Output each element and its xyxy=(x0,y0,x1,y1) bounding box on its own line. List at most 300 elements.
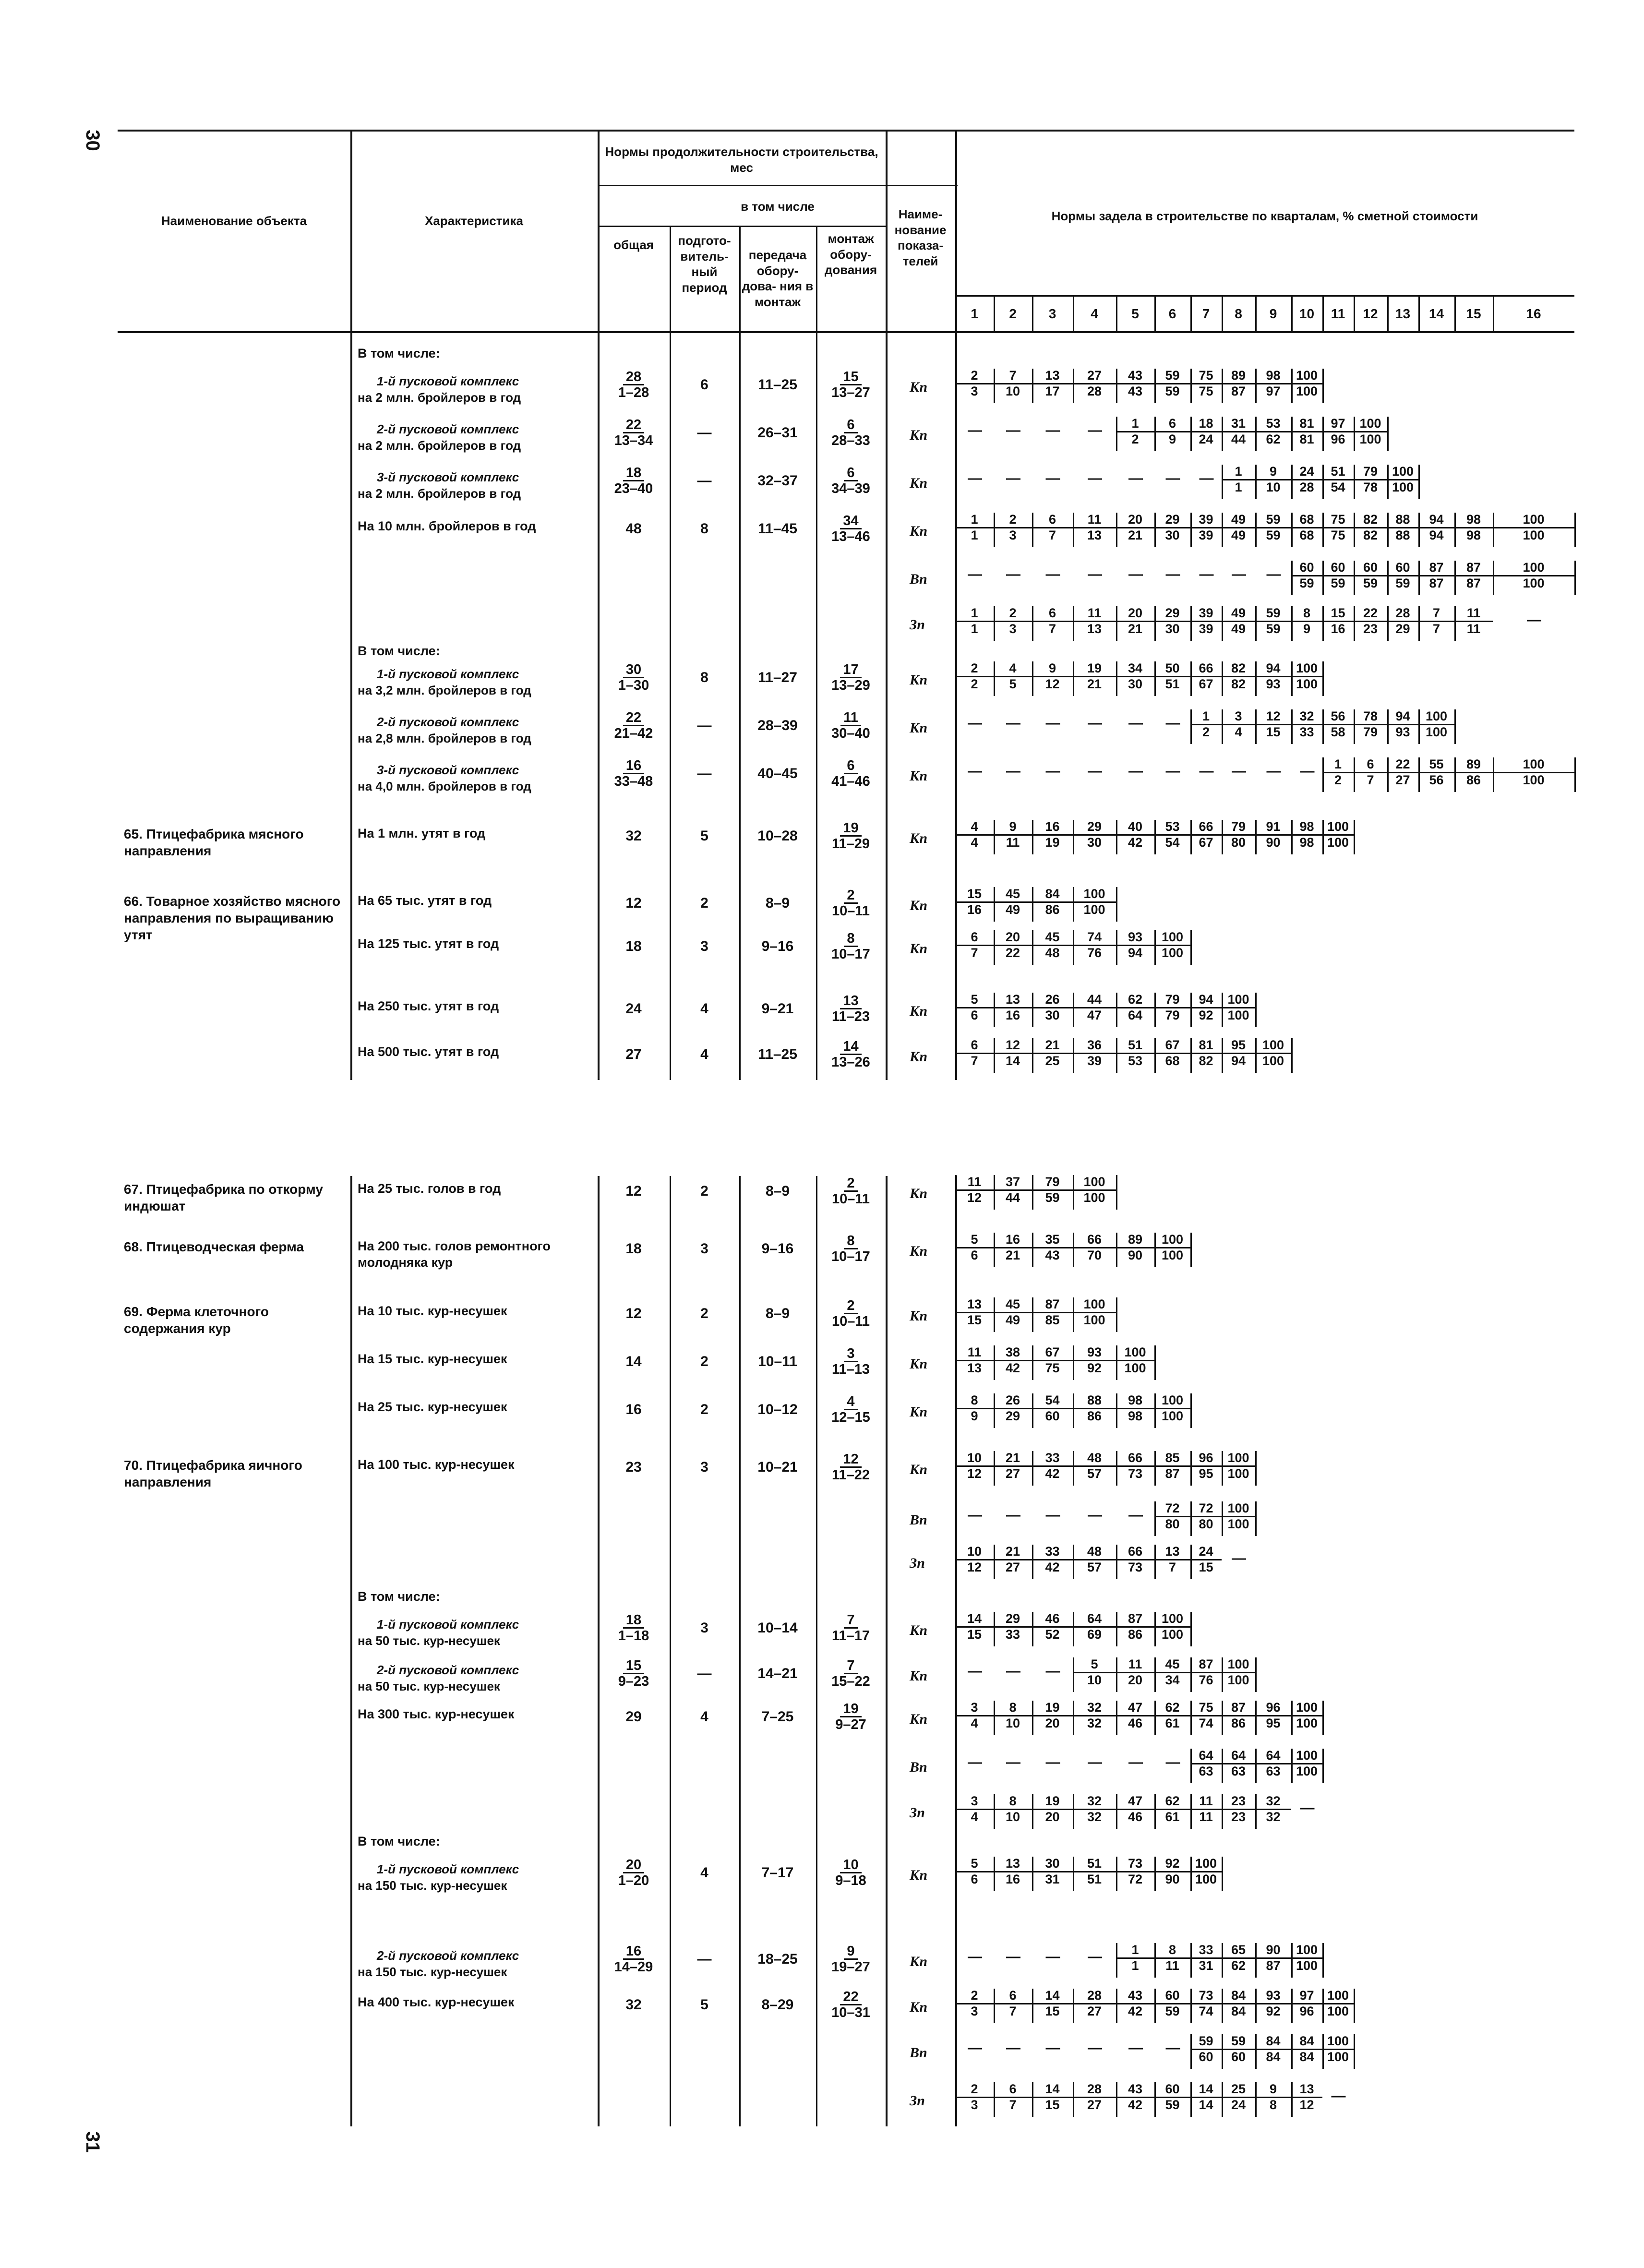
header-quarter: 16 xyxy=(1526,306,1541,321)
table-rule xyxy=(1032,1393,1033,1428)
table-rule xyxy=(1116,2082,1117,2117)
header-mount: монтаж обору- дования xyxy=(824,231,877,277)
characteristic: В том числе: xyxy=(358,1589,440,1604)
quarter-value xyxy=(1222,513,1255,542)
quarter-numerator: 2 xyxy=(955,369,994,384)
quarter-dash: — xyxy=(1045,1949,1060,1965)
characteristic-complex: 3-й пусковой комплекс xyxy=(377,763,519,777)
mount-denominator: 9–18 xyxy=(835,1873,866,1889)
quarter-numerator: 100 xyxy=(1418,709,1454,725)
total-fraction xyxy=(610,710,658,741)
quarter-denominator: 98 xyxy=(1299,835,1314,850)
quarter-value xyxy=(955,1393,994,1423)
quarter-denominator: 15 xyxy=(1199,1560,1213,1574)
quarter-denominator: 63 xyxy=(1266,1764,1281,1778)
prep-period: 4 xyxy=(700,1046,708,1062)
quarter-value xyxy=(1032,661,1073,691)
table-rule xyxy=(1032,993,1033,1027)
transfer-period: 9–21 xyxy=(761,1001,794,1017)
quarter-denominator: 59 xyxy=(1331,576,1345,590)
mount-denominator: 13–27 xyxy=(831,385,870,401)
quarter-numerator: 81 xyxy=(1190,1038,1222,1054)
quarter-value xyxy=(1154,661,1190,691)
quarter-numerator: 81 xyxy=(1291,417,1322,432)
quarter-numerator: 10 xyxy=(955,1451,994,1467)
mount-numerator: 13 xyxy=(840,994,861,1009)
mount-fraction xyxy=(818,1944,883,1975)
quarter-dash: — xyxy=(1006,566,1020,582)
quarter-value xyxy=(1116,1989,1154,2018)
quarter-numerator: 100 xyxy=(1222,1657,1255,1673)
quarter-denominator: 82 xyxy=(1231,676,1246,691)
table-rule xyxy=(1190,930,1192,965)
quarter-value xyxy=(1222,709,1255,739)
quarter-dash: — xyxy=(1128,1507,1143,1523)
table-rule xyxy=(1291,513,1293,547)
table-rule xyxy=(1454,757,1456,792)
object-name: 69. Ферма клеточного содержания кур xyxy=(124,1304,269,1336)
quarter-numerator: 2 xyxy=(994,606,1032,622)
quarter-denominator: 85 xyxy=(1045,1312,1060,1327)
table-rule xyxy=(1116,930,1117,965)
table-rule xyxy=(1291,417,1293,451)
quarter-value xyxy=(1190,369,1222,398)
quarter-numerator: 5 xyxy=(955,1233,994,1248)
quarter-value xyxy=(1190,1657,1222,1687)
quarter-numerator: 29 xyxy=(1073,820,1116,836)
quarter-denominator: 95 xyxy=(1266,1716,1281,1730)
prep-period: — xyxy=(697,1951,712,1967)
quarter-numerator: 36 xyxy=(1073,1038,1116,1054)
quarter-value xyxy=(994,1233,1032,1262)
quarter-denominator: 28 xyxy=(1087,384,1102,398)
table-rule xyxy=(1073,1794,1074,1829)
quarter-numerator: 9 xyxy=(994,820,1032,836)
table-rule xyxy=(1493,561,1494,595)
quarter-numerator: 67 xyxy=(1032,1345,1073,1361)
quarter-numerator: 55 xyxy=(1418,757,1454,773)
quarter-value xyxy=(1354,513,1387,542)
quarter-value xyxy=(1255,1794,1291,1824)
table-rule xyxy=(1454,606,1456,641)
quarter-value xyxy=(1154,1989,1190,2018)
quarter-numerator: 85 xyxy=(1154,1451,1190,1467)
table-rule xyxy=(1154,1451,1156,1486)
total-numerator: 18 xyxy=(623,466,644,481)
characteristic-complex: 2-й пусковой комплекс xyxy=(377,1663,519,1677)
quarter-numerator: 11 xyxy=(1073,513,1116,528)
table-rule xyxy=(955,1233,957,1267)
table-rule xyxy=(1154,606,1156,641)
quarter-numerator: 74 xyxy=(1073,930,1116,946)
quarter-dash: — xyxy=(1088,1507,1102,1523)
characteristic-complex: 1-й пусковой комплекс xyxy=(377,667,519,681)
quarter-denominator: 100 xyxy=(1161,1248,1184,1262)
table-rule xyxy=(1073,1038,1074,1073)
table-rule xyxy=(1454,709,1456,744)
quarter-value xyxy=(1222,993,1255,1022)
indicator: Кп xyxy=(910,768,928,784)
header-quarter: 11 xyxy=(1331,306,1345,321)
quarter-denominator: 1 xyxy=(971,528,978,542)
characteristic: на 4,0 млн. бройлеров в год xyxy=(358,779,531,793)
quarter-denominator: 61 xyxy=(1165,1716,1180,1730)
quarter-value xyxy=(1073,1233,1116,1262)
quarter-denominator: 29 xyxy=(1395,621,1410,636)
quarter-value xyxy=(1255,417,1291,446)
quarter-value xyxy=(1032,887,1073,917)
quarter-value xyxy=(1116,930,1154,960)
quarter-value xyxy=(1073,369,1116,398)
quarter-numerator: 1 xyxy=(955,513,994,528)
transfer-period: 8–9 xyxy=(765,1183,790,1199)
quarter-value xyxy=(1418,561,1454,590)
quarter-denominator: 30 xyxy=(1128,676,1143,691)
prep-period: 3 xyxy=(700,1241,708,1257)
characteristic: на 3,2 млн. бройлеров в год xyxy=(358,683,531,697)
table-rule xyxy=(1387,606,1389,641)
mount-fraction xyxy=(818,370,883,400)
quarter-numerator: 1 xyxy=(955,606,994,622)
mount-numerator: 22 xyxy=(840,1990,861,2005)
table-rule xyxy=(1073,820,1074,854)
table-rule xyxy=(955,1451,957,1486)
quarter-value xyxy=(1073,1345,1116,1375)
table-rule xyxy=(1190,1451,1192,1486)
table-rule xyxy=(1493,513,1494,547)
header-quarter: 15 xyxy=(1466,306,1481,321)
quarter-value xyxy=(1032,820,1073,850)
quarter-dash: — xyxy=(1006,715,1020,731)
quarter-value xyxy=(1222,1749,1255,1778)
table-rule xyxy=(1154,1501,1156,1536)
total-duration: 16 xyxy=(625,1402,642,1417)
quarter-numerator: 87 xyxy=(1116,1612,1154,1628)
indicator: Кп xyxy=(910,720,928,736)
quarter-value xyxy=(955,661,994,691)
table-rule xyxy=(1291,465,1293,499)
quarter-value xyxy=(1418,757,1454,787)
quarter-denominator: 100 xyxy=(1161,1408,1184,1423)
quarter-numerator: 28 xyxy=(1073,2082,1116,2098)
quarter-denominator: 20 xyxy=(1128,1672,1143,1687)
quarter-value xyxy=(1032,1038,1073,1068)
quarter-value xyxy=(1032,1345,1073,1375)
table-rule xyxy=(1073,930,1074,965)
quarter-denominator: 100 xyxy=(1296,384,1318,398)
quarter-denominator: 60 xyxy=(1045,1408,1060,1423)
table-rule xyxy=(1222,1749,1223,1783)
quarter-denominator: 42 xyxy=(1128,835,1143,850)
quarter-numerator: 97 xyxy=(1291,1989,1322,2004)
mount-denominator: 28–33 xyxy=(831,433,870,449)
quarter-numerator: 48 xyxy=(1073,1545,1116,1560)
table-rule xyxy=(1190,1038,1192,1073)
quarter-value xyxy=(955,1857,994,1886)
quarter-value xyxy=(1073,1545,1116,1574)
quarter-numerator: 32 xyxy=(1255,1794,1291,1810)
mount-fraction xyxy=(818,821,883,852)
indicator: Кп xyxy=(910,475,928,491)
quarter-value xyxy=(1116,1345,1154,1375)
quarter-numerator: 3 xyxy=(955,1794,994,1810)
quarter-denominator: 68 xyxy=(1299,528,1314,542)
quarter-value xyxy=(1154,930,1190,960)
prep-period: 8 xyxy=(700,670,708,685)
quarter-denominator: 100 xyxy=(1359,432,1381,446)
table-rule xyxy=(1291,820,1293,854)
table-rule xyxy=(994,1175,995,1210)
quarter-value xyxy=(1190,1943,1222,1973)
table-rule xyxy=(1222,1701,1223,1735)
table-rule xyxy=(1291,1749,1293,1783)
table-rule xyxy=(1032,820,1033,854)
quarter-dash: — xyxy=(1045,470,1060,486)
quarter-value xyxy=(1116,1943,1154,1973)
quarter-value xyxy=(1291,1943,1322,1973)
header-quarter: 10 xyxy=(1299,306,1315,321)
prep-period: — xyxy=(697,425,712,441)
total-denominator: 13–34 xyxy=(614,433,653,449)
table-rule xyxy=(1116,1612,1117,1646)
transfer-period: 7–25 xyxy=(761,1709,794,1725)
quarter-numerator: 13 xyxy=(994,1857,1032,1872)
quarter-numerator: 20 xyxy=(1116,606,1154,622)
quarter-denominator: 69 xyxy=(1087,1627,1102,1642)
mount-denominator: 11–22 xyxy=(831,1467,870,1483)
mount-denominator: 41–46 xyxy=(831,774,870,790)
table-rule xyxy=(1291,1989,1293,2023)
quarter-numerator: 59 xyxy=(1255,513,1291,528)
indicator: Кп xyxy=(910,379,928,395)
quarter-numerator: 100 xyxy=(1255,1038,1291,1054)
table-rule xyxy=(816,226,817,1080)
quarter-denominator: 6 xyxy=(971,1248,978,1262)
quarter-numerator: 6 xyxy=(1154,417,1190,432)
quarter-value xyxy=(1190,417,1222,446)
quarter-value xyxy=(1354,417,1387,446)
table-rule xyxy=(955,2082,957,2117)
quarter-denominator: 75 xyxy=(1199,384,1213,398)
quarter-dash: — xyxy=(1165,2040,1180,2056)
mount-fraction xyxy=(818,1176,883,1207)
table-rule xyxy=(994,369,995,403)
quarter-value xyxy=(1154,820,1190,850)
quarter-denominator: 100 xyxy=(1161,945,1184,960)
characteristic: На 10 тыс. кур-несушек xyxy=(358,1304,507,1318)
quarter-value xyxy=(994,1857,1032,1886)
object-name: 67. Птицефабрика по откорму индюшат xyxy=(124,1182,323,1213)
table-rule xyxy=(1116,513,1117,547)
quarter-denominator: 39 xyxy=(1087,1053,1102,1068)
quarter-denominator: 30 xyxy=(1087,835,1102,850)
quarter-numerator: 60 xyxy=(1354,561,1387,576)
quarter-denominator: 100 xyxy=(1392,480,1414,494)
mount-fraction xyxy=(818,1234,883,1264)
table-rule xyxy=(1032,887,1033,922)
table-rule xyxy=(1387,709,1389,744)
table-rule xyxy=(1322,757,1324,792)
prep-period: 6 xyxy=(700,377,708,393)
mount-numerator: 8 xyxy=(844,1234,857,1249)
table-rule xyxy=(955,369,957,403)
table-rule xyxy=(1032,930,1033,965)
quarter-dash: — xyxy=(968,763,982,779)
quarter-value xyxy=(1154,1612,1190,1642)
quarter-denominator: 100 xyxy=(1327,835,1349,850)
table-rule xyxy=(994,1989,995,2023)
quarter-denominator: 90 xyxy=(1266,835,1281,850)
quarter-denominator: 74 xyxy=(1199,1716,1213,1730)
table-rule xyxy=(1032,1545,1033,1579)
transfer-period: 10–11 xyxy=(758,1354,797,1369)
quarter-denominator: 13 xyxy=(967,1360,982,1375)
quarter-numerator: 84 xyxy=(1032,887,1073,903)
quarter-value xyxy=(955,1451,994,1481)
prep-period: 5 xyxy=(700,1997,708,2013)
table-rule xyxy=(1255,993,1257,1027)
quarter-dash: — xyxy=(1232,566,1246,582)
table-rule xyxy=(994,1297,995,1332)
mount-denominator: 10–17 xyxy=(831,947,870,962)
quarter-dash: — xyxy=(1266,763,1281,779)
quarter-denominator: 82 xyxy=(1199,1053,1213,1068)
quarter-value xyxy=(955,820,994,850)
quarter-denominator: 13 xyxy=(1087,621,1102,636)
quarter-numerator: 59 xyxy=(1222,2034,1255,2050)
quarter-denominator: 30 xyxy=(1165,621,1180,636)
quarter-numerator: 32 xyxy=(1073,1794,1116,1810)
table-rule xyxy=(1190,820,1192,854)
mount-numerator: 3 xyxy=(844,1346,857,1362)
quarter-value xyxy=(1291,1749,1322,1778)
quarter-value xyxy=(994,887,1032,917)
quarter-value xyxy=(1190,1857,1222,1886)
quarter-numerator: 75 xyxy=(1190,369,1222,384)
total-fraction xyxy=(610,1858,658,1888)
quarter-numerator: 97 xyxy=(1322,417,1354,432)
table-rule xyxy=(1354,709,1355,744)
mount-numerator: 15 xyxy=(840,370,861,385)
quarter-denominator: 56 xyxy=(1429,772,1444,787)
quarter-numerator: 79 xyxy=(1032,1175,1073,1191)
total-denominator: 21–42 xyxy=(614,726,653,742)
table-rule xyxy=(994,820,995,854)
quarter-numerator: 51 xyxy=(1073,1857,1116,1872)
quarter-denominator: 32 xyxy=(1087,1809,1102,1824)
quarter-numerator: 24 xyxy=(1291,465,1322,480)
quarter-value xyxy=(994,1451,1032,1481)
quarter-numerator: 64 xyxy=(1190,1749,1222,1764)
quarter-dash: — xyxy=(1006,1949,1020,1965)
quarter-numerator: 45 xyxy=(1154,1657,1190,1673)
object-name: 68. Птицеводческая ферма xyxy=(124,1239,304,1254)
table-rule xyxy=(1190,1233,1192,1267)
table-rule xyxy=(1418,606,1420,641)
quarter-dash: — xyxy=(1006,1754,1020,1770)
total-duration: 32 xyxy=(625,828,642,844)
quarter-numerator: 19 xyxy=(1073,661,1116,677)
quarter-value xyxy=(1291,561,1322,590)
mount-denominator: 34–39 xyxy=(831,481,870,497)
quarter-denominator: 15 xyxy=(967,1312,982,1327)
indicator: Кп xyxy=(910,1867,928,1883)
table-rule xyxy=(1222,993,1223,1027)
quarter-numerator: 43 xyxy=(1116,2082,1154,2098)
table-rule xyxy=(1190,1943,1192,1978)
prep-period: 4 xyxy=(700,1865,708,1881)
quarter-denominator: 57 xyxy=(1087,1560,1102,1574)
quarter-numerator: 87 xyxy=(1454,561,1493,576)
prep-period: 2 xyxy=(700,1354,708,1369)
characteristic-complex: 1-й пусковой комплекс xyxy=(377,374,519,388)
quarter-value xyxy=(1255,1701,1291,1730)
quarter-numerator: 35 xyxy=(1032,1233,1073,1248)
quarter-numerator: 100 xyxy=(1222,993,1255,1008)
quarter-denominator: 81 xyxy=(1299,432,1314,446)
table-rule xyxy=(1255,1657,1257,1692)
quarter-denominator: 7 xyxy=(1367,772,1374,787)
table-rule xyxy=(955,820,957,854)
characteristic: На 500 тыс. утят в год xyxy=(358,1044,499,1059)
quarter-numerator: 8 xyxy=(994,1794,1032,1810)
quarter-denominator: 4 xyxy=(971,1809,978,1824)
mount-fraction xyxy=(818,514,883,544)
quarter-value xyxy=(1255,661,1291,691)
quarter-denominator: 75 xyxy=(1045,1360,1060,1375)
quarter-numerator: 32 xyxy=(1073,1701,1116,1716)
quarter-value xyxy=(1291,2082,1322,2112)
quarter-numerator: 3 xyxy=(955,1701,994,1716)
table-rule xyxy=(1354,2034,1355,2069)
quarter-value xyxy=(1222,606,1255,636)
quarter-value xyxy=(1493,757,1574,787)
quarter-numerator: 15 xyxy=(955,887,994,903)
total-fraction xyxy=(610,418,658,448)
mount-numerator: 19 xyxy=(840,1702,861,1717)
table-rule xyxy=(1291,2034,1293,2069)
characteristic: на 50 тыс. кур-несушек xyxy=(358,1633,500,1648)
table-rule xyxy=(955,993,957,1027)
quarter-denominator: 73 xyxy=(1128,1466,1143,1481)
mount-numerator: 9 xyxy=(844,1944,857,1960)
table-rule xyxy=(1154,1943,1156,1978)
table-rule xyxy=(1116,1233,1117,1267)
prep-period: 2 xyxy=(700,1183,708,1199)
quarter-numerator: 5 xyxy=(1073,1657,1116,1673)
table-rule xyxy=(1032,1451,1033,1486)
quarter-value xyxy=(1154,369,1190,398)
quarter-numerator: 14 xyxy=(1032,1989,1073,2004)
quarter-numerator: 13 xyxy=(1032,369,1073,384)
quarter-dash: — xyxy=(968,1754,982,1770)
quarter-value xyxy=(1255,369,1291,398)
quarter-numerator: 33 xyxy=(1032,1545,1073,1560)
table-rule xyxy=(1154,1233,1156,1267)
quarter-value xyxy=(1032,930,1073,960)
table-rule xyxy=(1073,606,1074,641)
table-rule xyxy=(1154,1701,1156,1735)
quarter-numerator: 24 xyxy=(1190,1545,1222,1560)
quarter-value xyxy=(1454,757,1493,787)
quarter-value xyxy=(1154,993,1190,1022)
quarter-denominator: 32 xyxy=(1087,1716,1102,1730)
quarter-numerator: 75 xyxy=(1190,1701,1222,1716)
quarter-value xyxy=(1387,465,1418,494)
total-fraction xyxy=(610,1658,658,1689)
quarter-value xyxy=(1032,606,1073,636)
quarter-value xyxy=(1073,1857,1116,1886)
